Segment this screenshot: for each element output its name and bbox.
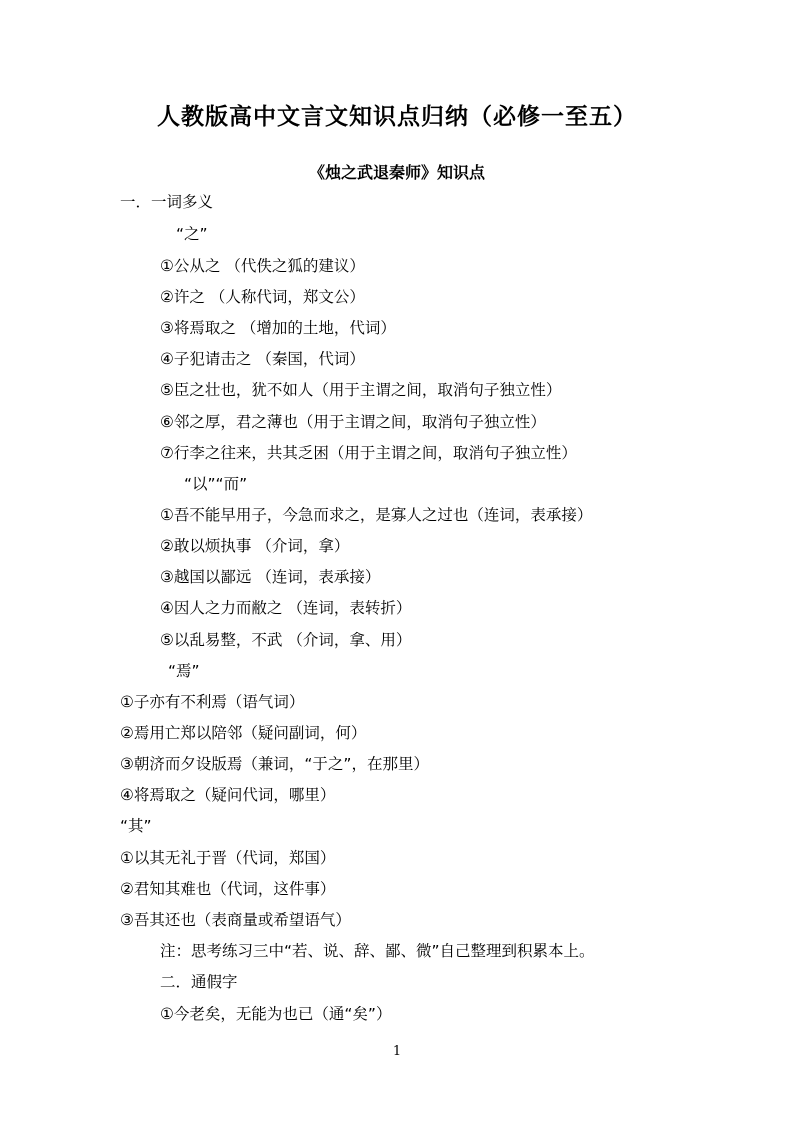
example-line: ③朝济而夕设版焉（兼词，“于之”，在那里） — [120, 755, 429, 773]
example-line: ③吾其还也（表商量或希望语气） — [120, 911, 351, 929]
example-line: ①吾不能早用子，今急而求之，是寡人之过也（连词，表承接） — [160, 506, 593, 524]
example-line: ①以其无礼于晋（代词，郑国） — [120, 849, 336, 867]
example-line: ①今老矣，无能为也已（通“矣”） — [160, 1005, 392, 1023]
example-line: ⑥邻之厚，君之薄也（用于主谓之间，取消句子独立性） — [160, 413, 546, 431]
term-qi: “其” — [120, 817, 152, 835]
example-line: ③将焉取之 （增加的土地，代词） — [160, 319, 396, 337]
example-line: ②许之 （人称代词，郑文公） — [160, 288, 365, 306]
example-line: ②君知其难也（代词，这件事） — [120, 880, 336, 898]
example-line: ④因人之力而敝之 （连词，表转折） — [160, 599, 412, 617]
term-zhi: “之” — [176, 225, 208, 243]
term-yi-er: “以”“而” — [184, 475, 248, 493]
example-line: ①子亦有不利焉（语气词） — [120, 693, 305, 711]
example-line: ④将焉取之（疑问代词，哪里） — [120, 786, 336, 804]
heading-tongjiazi: 二．通假字 — [160, 973, 238, 991]
example-line: ⑤臣之壮也，犹不如人（用于主谓之间，取消句子独立性） — [160, 381, 562, 399]
page-number: 1 — [392, 1044, 402, 1059]
term-yan: “焉” — [168, 662, 200, 680]
example-line: ⑦行李之往来，共其乏困（用于主谓之间，取消句子独立性） — [160, 444, 577, 462]
note-line: 注：思考练习三中“若、说、辞、鄙、微”自己整理到积累本上。 — [160, 942, 595, 960]
example-line: ②焉用亡郑以陪邻（疑问副词，何） — [120, 724, 367, 742]
section-title: 《烛之武退秦师》知识点 — [308, 163, 485, 182]
document-title: 人教版高中文言文知识点归纳（必修一至五） — [157, 104, 637, 130]
example-line: ③越国以鄙远 （连词，表承接） — [160, 568, 381, 586]
example-line: ②敢以烦执事 （介词，拿） — [160, 537, 350, 555]
heading-polysemy: 一．一词多义 — [120, 193, 214, 211]
example-line: ①公从之 （代佚之狐的建议） — [160, 257, 365, 275]
example-line: ⑤以乱易整，不武 （介词，拿、用） — [160, 631, 412, 649]
example-line: ④子犯请击之 （秦国，代词） — [160, 350, 365, 368]
